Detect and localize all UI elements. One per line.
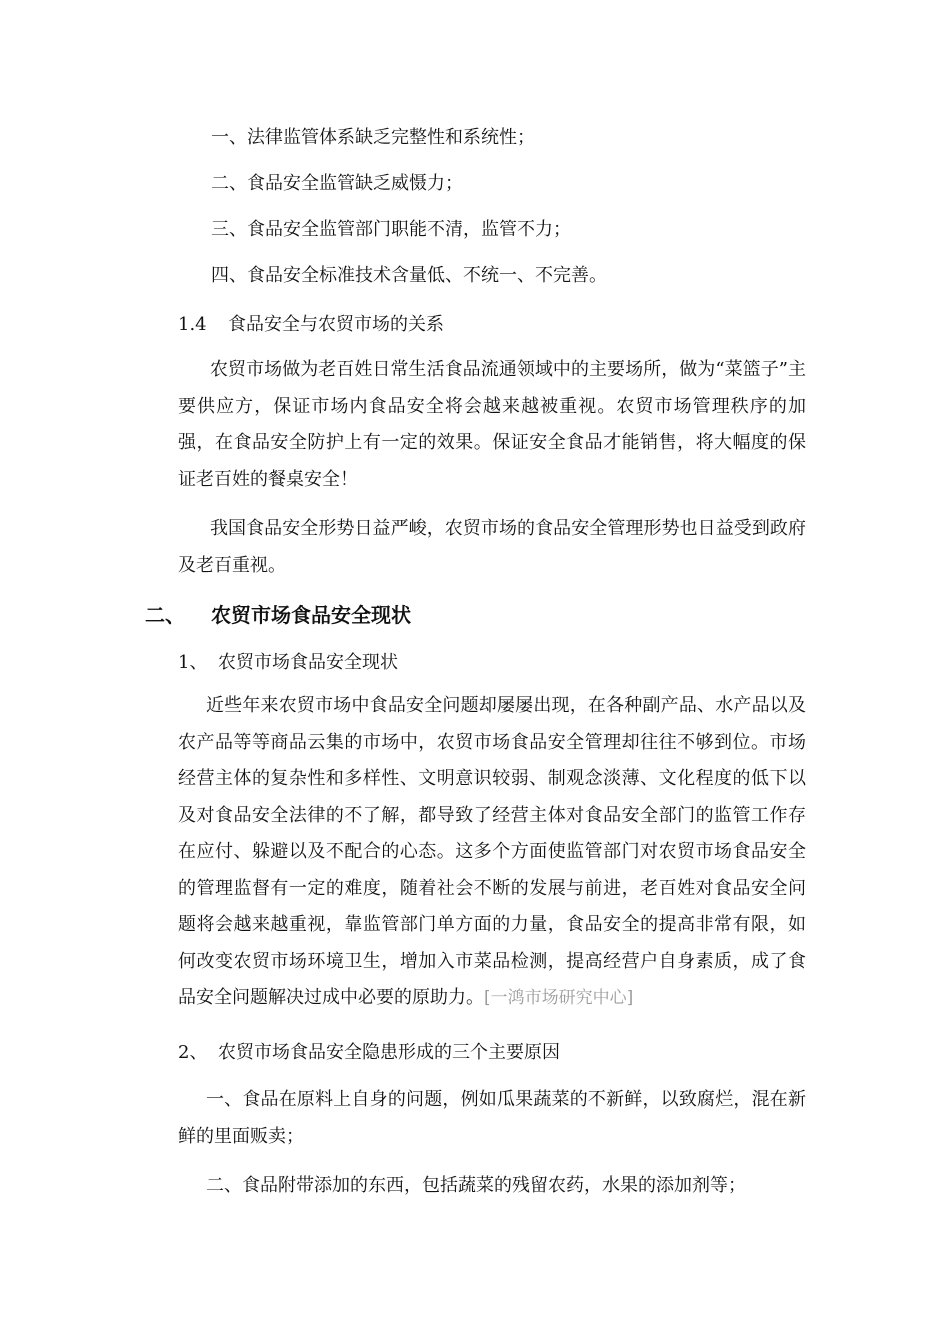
section-1-4-heading: [178, 313, 444, 337]
paragraph-1-4-a: 农贸市场做为老百姓日常生活食品流通领域中的主要场所，做为“菜篮子”主要供应方，保证市场内食品安全将会越来越被重视。农贸市场管理秩序的加强，在食品安全防护上有一定的效果。保证安全食品才能销售，将大幅度的保证老百姓的餐桌安全！: [178, 359, 806, 490]
paragraph-2-1: [178, 688, 806, 1017]
section-2-1-heading: [178, 651, 398, 675]
section-1-4-title: 食品安全与农贸市场的关系: [228, 314, 444, 335]
chapter-2-number: 二、: [145, 603, 185, 627]
reason-1: 一、食品在原料上自身的问题，例如瓜果蔬菜的不新鲜，以致腐烂，混在新鲜的里面贩卖；: [178, 1089, 806, 1147]
section-2-2-number: 2、: [178, 1042, 208, 1063]
chapter-2-title: 农贸市场食品安全现状: [211, 603, 411, 627]
section-1-4-number: 1.4: [178, 314, 207, 335]
reason-2: 二、食品附带添加的东西，包括蔬菜的残留农药，水果的添加剂等；: [206, 1175, 746, 1196]
section-2-1-title: 农贸市场食品安全现状: [218, 652, 398, 673]
section-2-1-number: 1、: [178, 652, 208, 673]
list-item-1: 一、法律监管体系缺乏完整性和系统性；: [211, 127, 535, 148]
watermark-label: [一鸿市场研究中心]: [484, 988, 634, 1008]
section-2-2-title: 农贸市场食品安全隐患形成的三个主要原因: [218, 1042, 560, 1063]
paragraph-1-4-b: 我国食品安全形势日益严峻，农贸市场的食品安全管理形势也日益受到政府及老百重视。: [178, 518, 806, 576]
list-item-3: 三、食品安全监管部门职能不清，监管不力；: [211, 219, 571, 240]
list-item-4: 四、食品安全标准技术含量低、不统一、不完善。: [211, 265, 607, 286]
section-2-2-heading: [178, 1041, 560, 1065]
chapter-2-heading: [145, 601, 411, 629]
list-item-2: 二、食品安全监管缺乏威慑力；: [211, 173, 463, 194]
paragraph-2-1-text: 近些年来农贸市场中食品安全问题却屡屡出现，在各种副产品、水产品以及农产品等等商品云集的市场中，农贸市场食品安全管理却往往不够到位。市场经营主体的复杂性和多样性、文明意识较弱、制观念淡薄、文化程度的低下以及对食品安全法律的不了解，都导致了经营主体对食品安全部门的监管工作存在应付、躲避以及不配合的心态。这多个方面使监管部门对农贸市场食品安全的管理监督有一定的难度，随着社会不断的发展与前进，老百姓对食品安全问题将会越来越重视，靠监管部门单方面的力量，食品安全的提高非常有限，如何改变农贸市场环境卫生，增加入市菜品检测，提高经营户自身素质，成了食品安全问题解决过成中必要的原助力。: [178, 695, 806, 1008]
